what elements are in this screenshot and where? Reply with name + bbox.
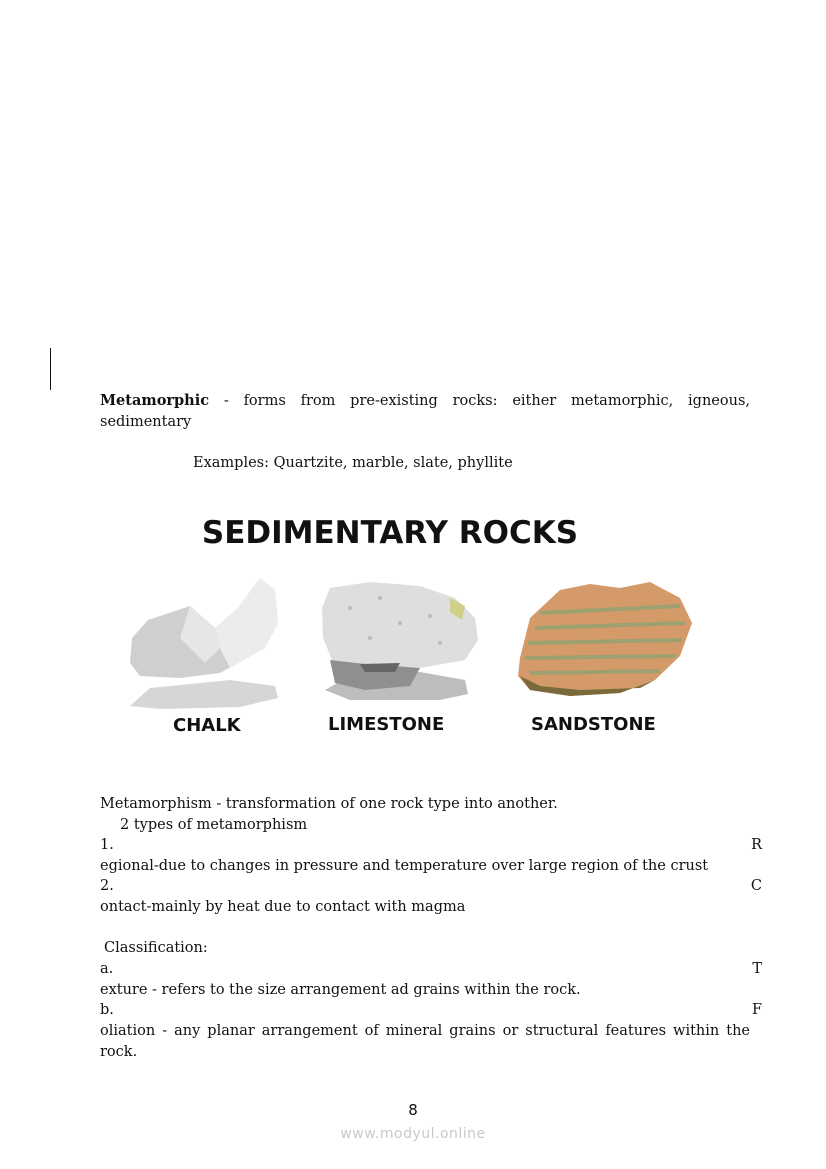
figure-title: SEDIMENTARY ROCKS (201, 515, 579, 551)
item-first-letter: T (752, 961, 762, 977)
page-number: 8 (408, 1101, 418, 1119)
item-number: 2. (100, 878, 114, 894)
sandstone-image (518, 582, 692, 696)
metamorphism-definition: Metamorphism - transformation of one rock type into another. (100, 796, 558, 812)
item-first-letter: C (750, 878, 762, 894)
classification-heading: Classification: (104, 940, 208, 956)
classification-item-b-row (100, 1000, 762, 1020)
rock-label-sandstone: SANDSTONE (531, 714, 656, 735)
metamorphic-definition (100, 391, 750, 411)
limestone-image (322, 582, 478, 700)
rock-label-limestone: LIMESTONE (328, 714, 445, 735)
item-number: b. (100, 1002, 114, 1018)
classification-item-b-text: oliation - any planar arrangement of mineral grains or structural features within the (100, 1023, 750, 1039)
watermark: www.modyul.online (340, 1126, 486, 1142)
metamorphism-item-1-text: egional-due to changes in pressure and temperature over large region of the crust (100, 858, 709, 874)
item-first-letter: F (751, 1002, 762, 1018)
metamorphic-definition-cont: sedimentary (100, 414, 192, 430)
item-number: 1. (100, 837, 114, 853)
classification-item-b-text-cont: rock. (100, 1044, 138, 1060)
rock-images (120, 568, 720, 718)
metamorphism-types-heading: 2 types of metamorphism (120, 817, 308, 833)
item-first-letter: R (751, 837, 762, 853)
metamorphic-definition-text: - forms from pre-existing rocks: either metamorphic, igneous, (209, 393, 750, 409)
metamorphic-examples: Examples: Quartzite, marble, slate, phyllite (193, 455, 513, 471)
chalk-image (130, 578, 278, 709)
metamorphism-item-2-row (100, 876, 762, 896)
item-number: a. (100, 961, 114, 977)
rock-label-chalk: CHALK (173, 715, 241, 736)
metamorphism-item-1-row (100, 835, 762, 855)
classification-item-a-row (100, 959, 762, 979)
metamorphic-term: Metamorphic (100, 392, 210, 409)
metamorphism-item-2-text: ontact-mainly by heat due to contact with magma (100, 899, 466, 915)
change-bar (50, 348, 51, 390)
classification-item-a-text: exture - refers to the size arrangement ad grains within the rock. (100, 982, 581, 998)
